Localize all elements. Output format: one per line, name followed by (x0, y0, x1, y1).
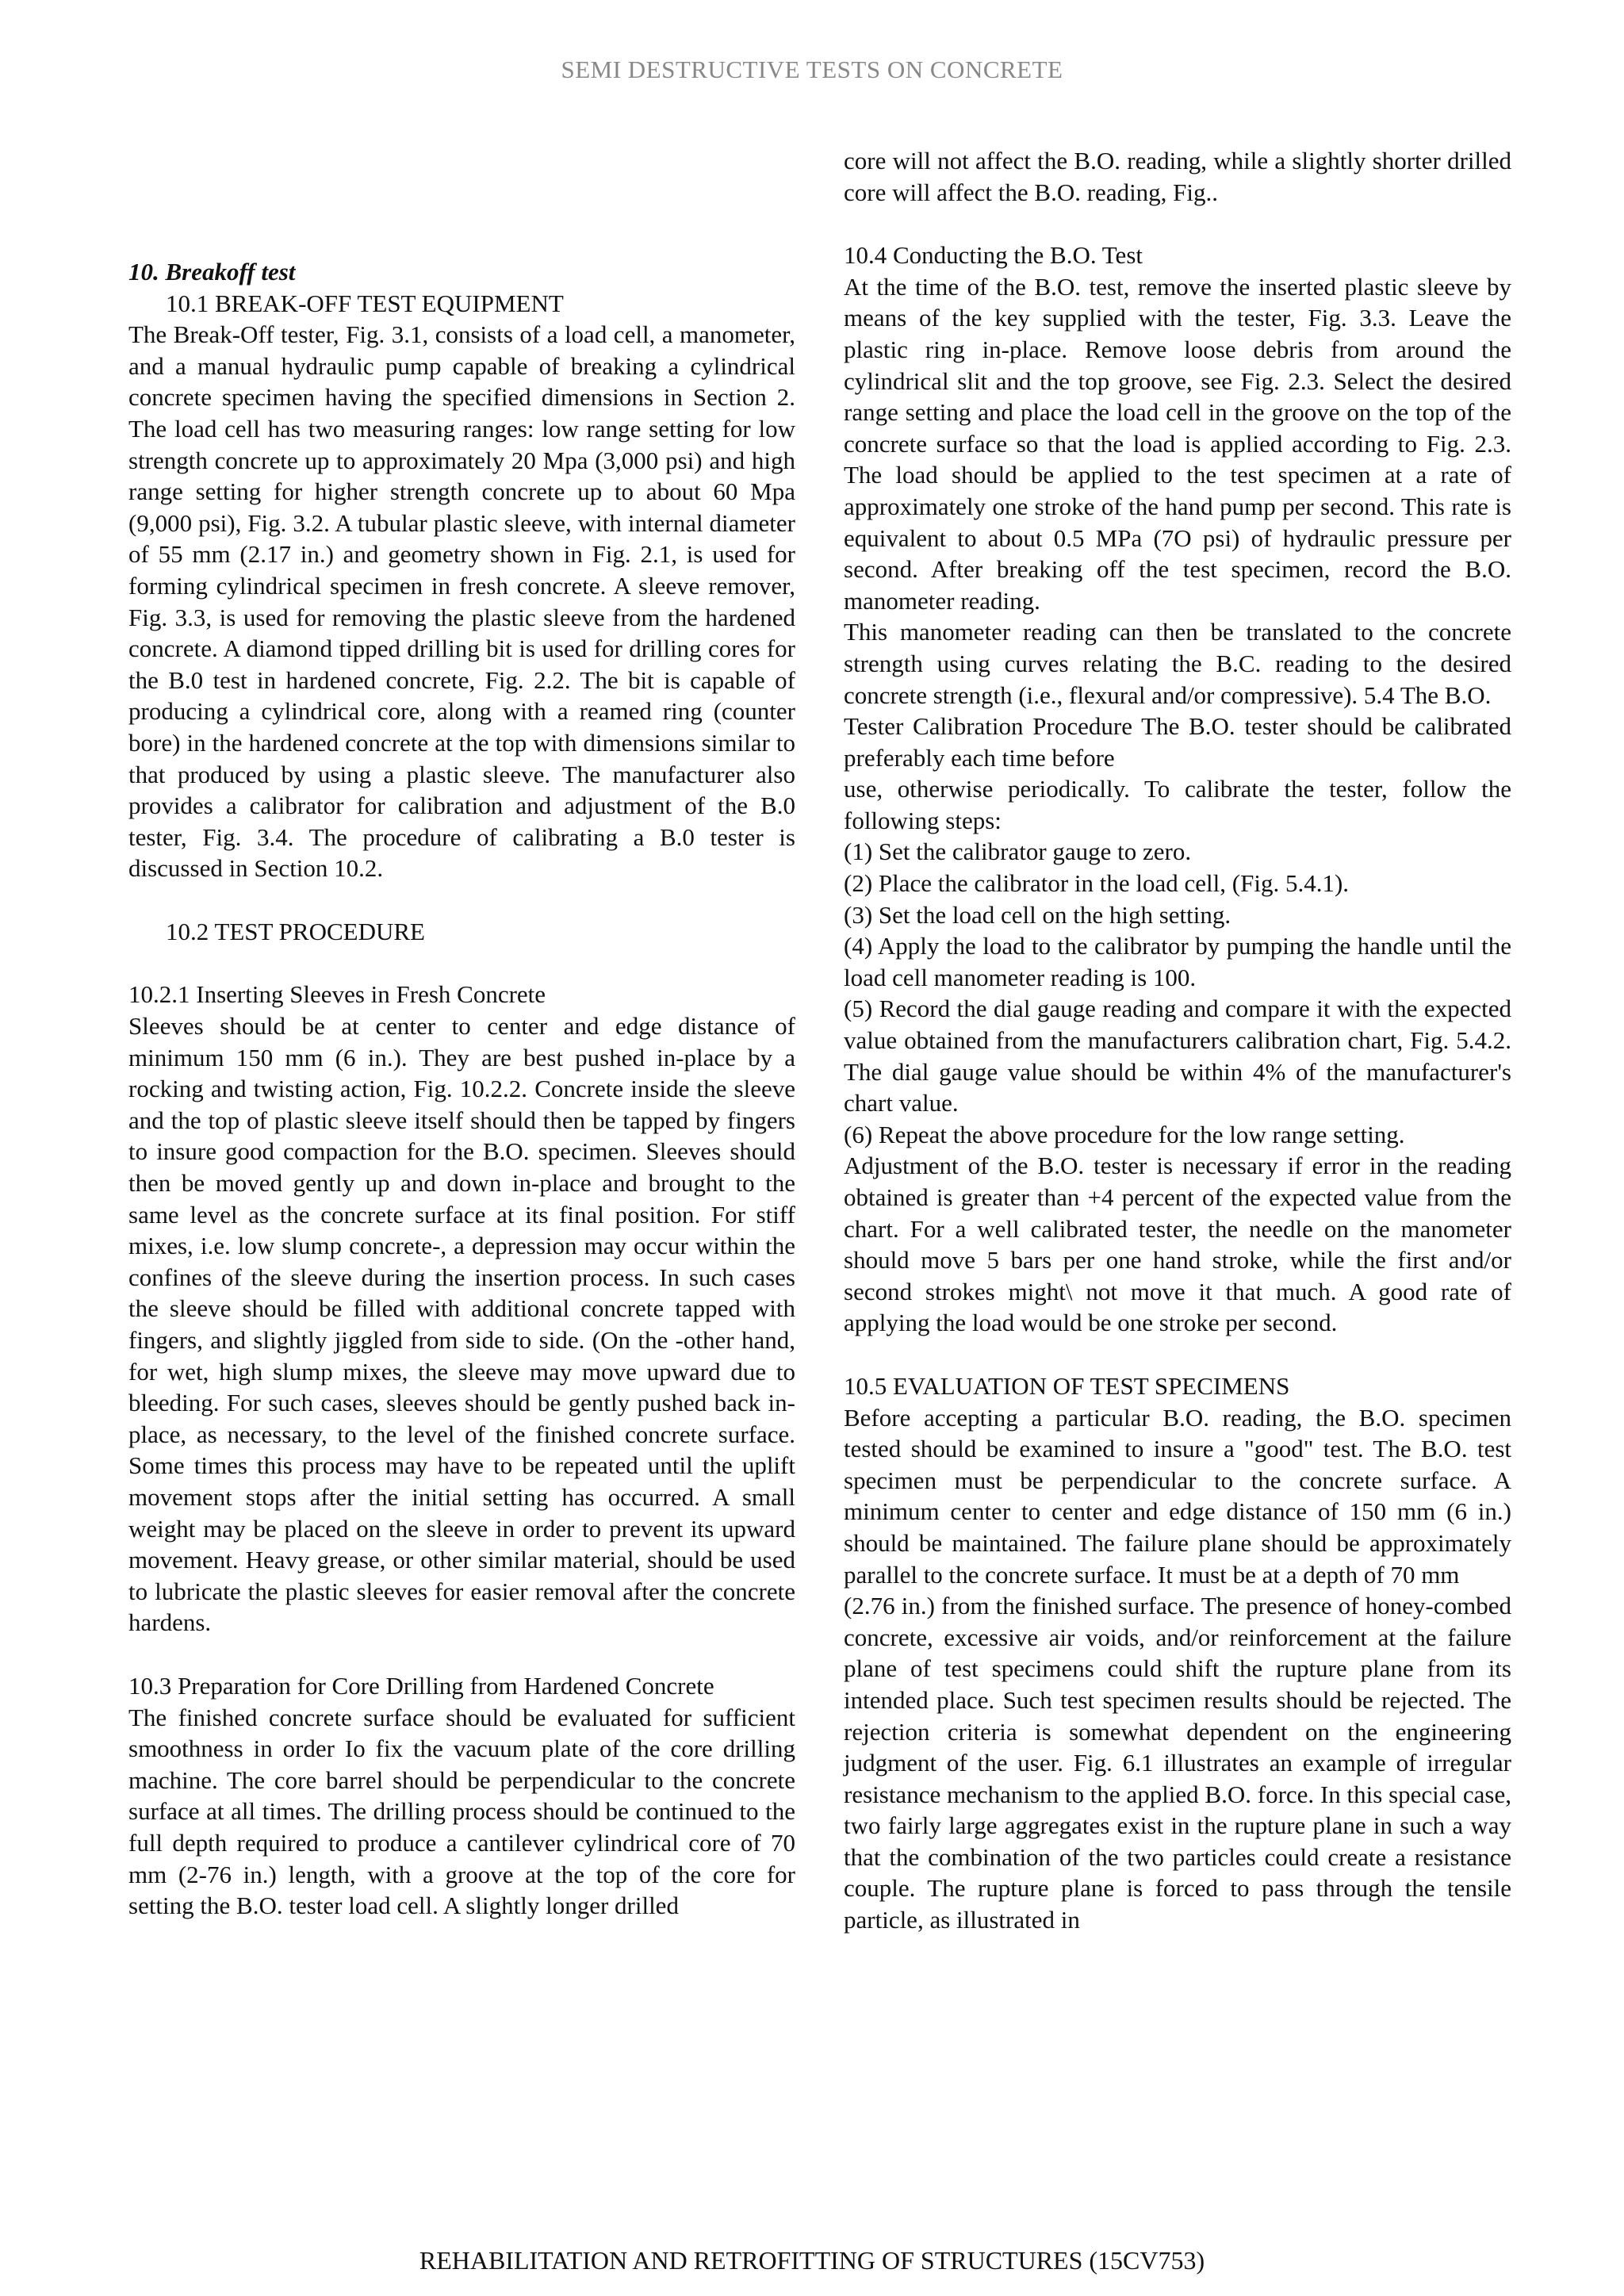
running-footer: REHABILITATION AND RETROFITTING OF STRUCTURES (15CV753) (419, 2246, 1205, 2275)
calibration-step: (2) Place the calibrator in the load cell, (Fig. 5.4.1). (844, 869, 1350, 898)
paragraph-10-4: At the time of the B.O. test, remove the inserted plastic sleeve by means of the key supplied with the tester, Fig. 3.3. Leave the plastic ring in-place. Remove loose debris from around the cylindrical slit and the top groove, see Fig. 2.3. Select the desired range setting and place the load cell in the groove on the top of the concrete surface so that the load is applied according to Fig. 2.3. The load should be applied to the test specimen at a rate of approximately one stroke of the hand pump per second. This rate is equivalent to about 0.5 MPa (7O psi) of hydraulic pressure per second. After breaking off the test specimen, record the B.O. manometer reading. (844, 272, 1511, 615)
calibration-step: (5) Record the dial gauge reading and compare it with the expected value obtained from the manufacturers calibration chart, Fig. 5.4.2. The dial gauge value should be within 4% of the manufacturer's chart value. (844, 995, 1511, 1117)
calibration-step: (1) Set the calibrator gauge to zero. (844, 838, 1192, 866)
paragraph-10-2-1: Sleeves should be at center to center and edge distance of minimum 150 mm (6 in.). They are best pushed in-place by a rocking and twisting action, Fig. 10.2.2. Concrete inside the sleeve and the top of plastic sleeve itself should then be tapped by fingers to insure good compaction for the B.O. specimen. Sleeves should then be moved gently up and down in-place and brought to the same level as the concrete surface at its final position. For stiff mixes, i.e. low slump concrete-, a depression may occur within the confines of the sleeve during the insertion process. In such cases the sleeve should be filled with additional concrete tapped with fingers, and slightly jiggled from side to side. (On the -other hand, for wet, high slump mixes, the sleeve may move upward due to bleeding. For such cases, sleeves should be gently pushed back in-place, as necessary, to the level of the finished concrete surface. Some times this process may have to be repeated until the uplift movement stops after the initial setting has occurred. A small weight may be placed on the sleeve in order to prevent its upward movement. Heavy grease, or other similar material, should be used to lubricate the plastic sleeves for easier removal after the concrete hardens. (128, 1012, 795, 1637)
right-column (844, 145, 1511, 1936)
paragraph-10-3: The finished concrete surface should be evaluated for sufficient smoothness in order Io fix the vacuum plate of the core drilling machine. The core barrel should be perpendicular to the concrete surface at all times. The drilling process should be continued to the full depth required to produce a cantilever cylindrical core of 70 mm (2-76 in.) length, with a groove at the top of the core for setting the B.O. tester load cell. A slightly longer drilled (128, 1703, 795, 1920)
heading-10-2-1: 10.2.1 Inserting Sleeves in Fresh Concrete (128, 980, 546, 1009)
calibration-step: (6) Repeat the above procedure for the low range setting. (844, 1120, 1405, 1148)
paragraph-10-5: Before accepting a particular B.O. reading, the B.O. specimen tested should be examined to insure a "good" test. The B.O. test specimen must be perpendicular to the concrete surface. A minimum center to center and edge distance of 150 mm (6 in.) should be maintained. The failure plane should be approximately parallel to the concrete surface. It must be at a depth of 70 mm (844, 1403, 1511, 1589)
paragraph-10-4-steps-intro: use, otherwise periodically. To calibrate the tester, follow the following steps: (844, 775, 1511, 834)
section-title: 10. Breakoff test (128, 258, 296, 286)
left-column (128, 256, 795, 1922)
calibration-step: (3) Set the load cell on the high setting. (844, 900, 1231, 929)
running-header: SEMI DESTRUCTIVE TESTS ON CONCRETE (561, 56, 1063, 83)
heading-10-5: 10.5 EVALUATION OF TEST SPECIMENS (844, 1371, 1290, 1400)
heading-10-4: 10.4 Conducting the B.O. Test (844, 241, 1143, 270)
paragraph-10-3-continued: core will not affect the B.O. reading, while a slightly shorter drilled core will affect the B.O. reading, Fig.. (844, 147, 1511, 206)
heading-10-3: 10.3 Preparation for Core Drilling from Hardened Concrete (128, 1671, 714, 1700)
heading-10-2: 10.2 TEST PROCEDURE (166, 917, 425, 945)
paragraph-10-5-continued: (2.76 in.) from the finished surface. The presence of honey-combed concrete, excessive air voids, and/or reinforcement at the failure plane of test specimens could shift the rupture plane from its intended place. Such test specimen results should be rejected. The rejection criteria is somewhat dependent on the engineering judgment of the user. Fig. 6.1 illustrates an example of irregular resistance mechanism to the applied B.O. force. In this special case, two fairly large aggregates exist in the rupture plane in such a way that the combination of the two particles could create a resistance couple. The rupture plane is forced to pass through the tensile particle, as illustrated in (844, 1592, 1511, 1934)
heading-10-1: 10.1 BREAK-OFF TEST EQUIPMENT (166, 289, 564, 317)
paragraph-10-4-calibration: Tester Calibration Procedure The B.O. tester should be calibrated preferably each time before (844, 712, 1511, 772)
paragraph-10-4-adjustment: Adjustment of the B.O. tester is necessary if error in the reading obtained is greater than +4 percent of the expected value from the chart. For a well calibrated tester, the needle on the manometer should move 5 bars per one hand stroke, while the first and/or second strokes might\ not move it that much. A good rate of applying the load would be one stroke per second. (844, 1152, 1511, 1337)
paragraph-10-1: The Break-Off tester, Fig. 3.1, consists of a load cell, a manometer, and a manual hydraulic pump capable of breaking a cylindrical concrete specimen having the specified dimensions in Section 2. The load cell has two measuring ranges: low range setting for low strength concrete up to approximately 20 Mpa (3,000 psi) and high range setting for higher strength concrete up to about 60 Mpa (9,000 psi), Fig. 3.2. A tubular plastic sleeve, with internal diameter of 55 mm (2.17 in.) and geometry shown in Fig. 2.1, is used for forming cylindrical specimen in fresh concrete. A sleeve remover, Fig. 3.3, is used for removing the plastic sleeve from the hardened concrete. A diamond tipped drilling bit is used for drilling cores for the B.0 test in hardened concrete, Fig. 2.2. The bit is capable of producing a cylindrical core, along with a reamed ring (counter bore) in the hardened concrete at the top with dimensions similar to that produced by using a plastic sleeve. The manufacturer also provides a calibrator for calibration and adjustment of the B.0 tester, Fig. 3.4. The procedure of calibrating a B.0 tester is discussed in Section 10.2. (128, 320, 795, 883)
paragraph-10-4-translation: This manometer reading can then be translated to the concrete strength using curves relating the B.C. reading to the desired concrete strength (i.e., flexural and/or compressive). 5.4 The B.O. (844, 618, 1511, 709)
calibration-step: (4) Apply the load to the calibrator by pumping the handle until the load cell manometer reading is 100. (844, 932, 1511, 991)
